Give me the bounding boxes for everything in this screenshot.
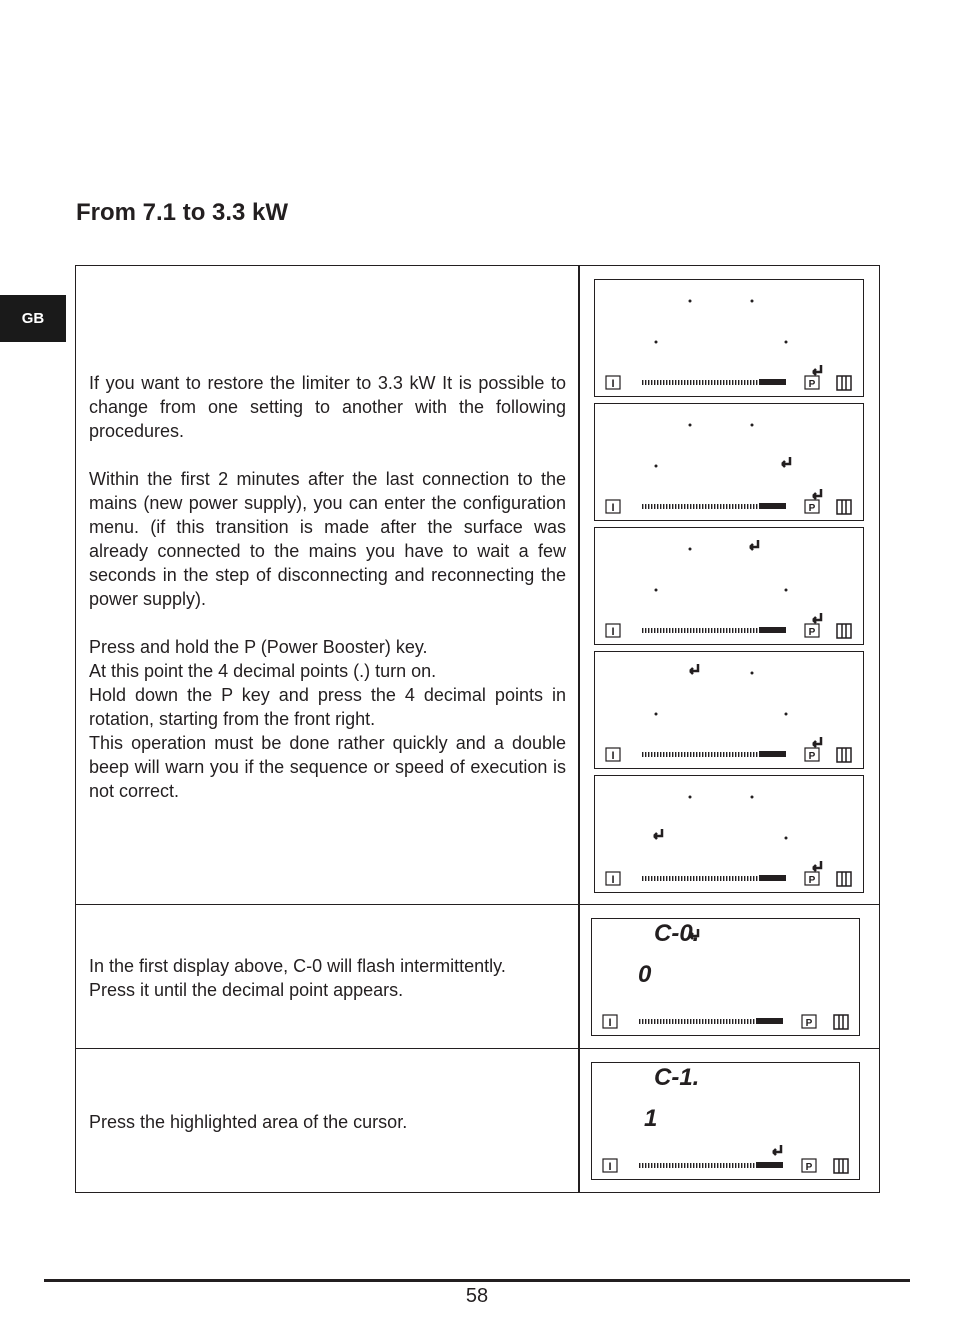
config-code-display: C-1. (654, 1064, 700, 1091)
lock-key-icon (603, 1159, 617, 1173)
zones-icon (837, 872, 851, 886)
dot-indicator (785, 341, 788, 344)
svg-text:I: I (611, 750, 615, 762)
display-panel (594, 403, 864, 521)
lock-key-icon (606, 624, 620, 638)
zones-icon (834, 1159, 848, 1173)
dot-indicator (689, 424, 692, 427)
booster-key-icon (805, 624, 819, 638)
footer-rule (44, 1279, 910, 1282)
zones-icon (837, 748, 851, 762)
lock-key-icon (606, 500, 620, 514)
lock-key-icon (606, 376, 620, 390)
slider-bar (642, 627, 786, 633)
svg-text:P: P (808, 379, 816, 390)
config-value-display: 1 (644, 1105, 658, 1132)
paragraph: If you want to restore the limiter to 3.3 kW It is possible to change from one setting to another with the following procedures. (89, 373, 566, 441)
slider-bar (639, 1018, 783, 1024)
arrow-icon (782, 457, 790, 467)
instruction-text-2 (89, 954, 566, 1002)
display-panel (594, 279, 864, 397)
column-divider (578, 266, 580, 1192)
booster-key-icon (805, 872, 819, 886)
display-graphic (595, 528, 863, 644)
dot-indicator (751, 424, 754, 427)
arrow-icon (813, 737, 821, 747)
svg-text:I: I (608, 1017, 612, 1029)
display-panel (594, 527, 864, 645)
display-panel (594, 775, 864, 893)
dot-indicator (689, 300, 692, 303)
arrow-icon (813, 489, 821, 499)
svg-text:P: P (808, 503, 816, 514)
dot-indicator (785, 713, 788, 716)
dot-indicator (751, 672, 754, 675)
page-number: 58 (465, 1285, 489, 1307)
dot-indicator (751, 796, 754, 799)
dot-indicator (785, 589, 788, 592)
display-graphic (595, 652, 863, 768)
svg-text:I: I (611, 874, 615, 886)
booster-key-icon (805, 748, 819, 762)
svg-text:I: I (611, 626, 615, 638)
zones-icon (837, 376, 851, 390)
svg-text:I: I (611, 502, 615, 514)
display-graphic (592, 1063, 859, 1179)
paragraph: Within the first 2 minutes after the last connection to the mains (new power supply), you can enter the configuration menu. (if this transition is made after the surface was already connected to the mains you have to wait a few seconds in the step of disconnecting and reconnecting the power supply). (89, 469, 566, 609)
svg-text:P: P (805, 1018, 813, 1029)
paragraph: Press the highlighted area of the cursor. (89, 1112, 408, 1132)
slider-bar (639, 1162, 783, 1168)
slider-bar (642, 751, 786, 757)
booster-key-icon (805, 500, 819, 514)
dot-indicator (655, 465, 658, 468)
row-divider (76, 904, 879, 905)
slider-bar (642, 503, 786, 509)
dot-indicator (655, 713, 658, 716)
paragraph: In the first display above, C-0 will flash intermittently. Press it until the decimal point appears. (89, 956, 506, 1000)
display-panel (594, 651, 864, 769)
arrow-icon (750, 540, 758, 550)
lock-key-icon (603, 1015, 617, 1029)
arrow-icon (654, 829, 662, 839)
dot-indicator (655, 341, 658, 344)
display-graphic (595, 776, 863, 892)
instruction-text-1 (89, 371, 566, 803)
svg-text:I: I (611, 378, 615, 390)
zones-icon (837, 500, 851, 514)
arrow-icon (813, 365, 821, 375)
dot-indicator (655, 589, 658, 592)
dot-indicator (751, 300, 754, 303)
booster-key-icon (802, 1015, 816, 1029)
config-code-display: C-0. (654, 920, 700, 947)
display-panel (591, 918, 860, 1036)
lock-key-icon (606, 748, 620, 762)
zones-icon (837, 624, 851, 638)
instruction-text-3 (89, 1110, 566, 1134)
booster-key-icon (802, 1159, 816, 1173)
svg-text:P: P (805, 1162, 813, 1173)
page-title: From 7.1 to 3.3 kW (76, 199, 289, 226)
dot-indicator (689, 796, 692, 799)
lock-key-icon (606, 872, 620, 886)
svg-text:P: P (808, 875, 816, 886)
dot-indicator (785, 837, 788, 840)
row-divider (76, 1048, 879, 1049)
display-graphic (595, 404, 863, 520)
display-panel (591, 1062, 860, 1180)
arrow-icon (813, 613, 821, 623)
svg-text:I: I (608, 1161, 612, 1173)
paragraph: Press and hold the P (Power Booster) key. At this point the 4 decimal points (.) turn on. Hold down the P key and press the 4 decimal points in rotation, starting from the front right. This operation must be done rather quickly and a double beep will warn you if the sequence or speed of execution is not correct. (89, 637, 566, 801)
arrow-icon (773, 1145, 781, 1155)
svg-text:P: P (808, 627, 816, 638)
slider-bar (642, 875, 786, 881)
zones-icon (834, 1015, 848, 1029)
arrow-icon (690, 664, 698, 674)
language-tab: GB (0, 295, 66, 342)
display-graphic (592, 919, 859, 1035)
arrow-icon (813, 861, 821, 871)
dot-indicator (689, 548, 692, 551)
booster-key-icon (805, 376, 819, 390)
display-graphic (595, 280, 863, 396)
svg-text:P: P (808, 751, 816, 762)
slider-bar (642, 379, 786, 385)
config-value-display: 0 (638, 961, 652, 988)
